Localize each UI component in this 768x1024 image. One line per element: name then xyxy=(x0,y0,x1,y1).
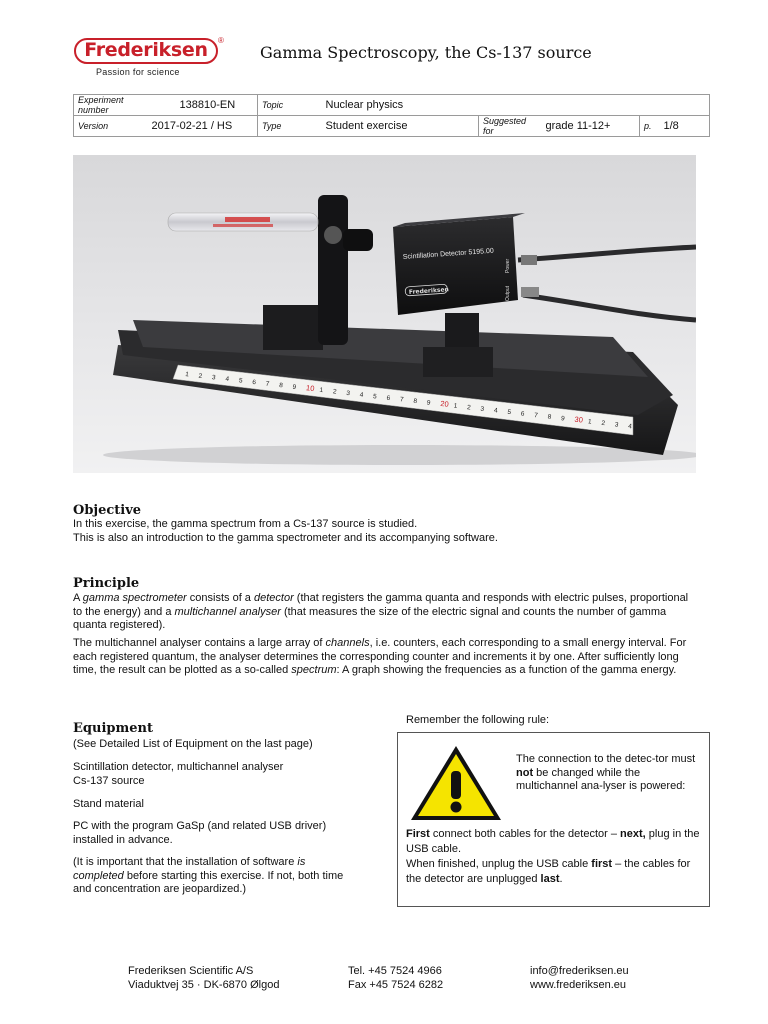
document-title: Gamma Spectroscopy, the Cs-137 source xyxy=(260,43,592,62)
emphasis-first: first xyxy=(591,858,613,870)
ruler-number: 4 xyxy=(225,375,230,384)
text: plug in the USB cable. xyxy=(406,828,700,855)
ruler-number: 5 xyxy=(506,408,512,417)
ruler-number: 8 xyxy=(412,397,418,406)
detector-stand-base xyxy=(423,347,493,377)
text: The multichannel analyser contains a large array of xyxy=(73,637,326,649)
term-detector: detector xyxy=(254,592,294,604)
term-channels: channels xyxy=(325,637,370,649)
equipment-item-stand: Stand material xyxy=(73,798,144,810)
ruler-number: 5 xyxy=(238,377,243,385)
detector-crystal-cap xyxy=(343,229,373,251)
apparatus-illustration xyxy=(73,155,696,473)
scintillation-detector-box xyxy=(393,217,518,315)
ruler-number: 9 xyxy=(560,415,566,423)
version-value: 2017-02-21 / HS xyxy=(152,116,258,137)
emphasis: is completed xyxy=(73,856,306,882)
text: , i.e. counters, each corresponding to a small energy interval. For each registered quantum, the analyser determines the corresponding counter and increments it by one. After sufficiently long time, the result can be plotted as a so-called xyxy=(73,637,687,676)
equipment-note xyxy=(73,856,358,897)
text: When finished, unplug the USB cable xyxy=(406,858,592,870)
emphasis-first: First xyxy=(406,828,430,840)
equipment-see-list: (See Detailed List of Equipment on the last page) xyxy=(73,738,313,750)
ruler-number: 7 xyxy=(533,412,539,420)
text: : A graph showing the frequencies as a function of the gamma energy. xyxy=(336,664,677,676)
ruler-number: 5 xyxy=(372,393,378,401)
objective-line-2: This is also an introduction to the gamma spectrometer and its accompanying software. xyxy=(73,532,498,544)
principle-heading: Principle xyxy=(73,576,140,591)
ruler-number: 2 xyxy=(332,388,337,396)
principle-paragraph-1 xyxy=(73,592,693,633)
warning-text-order xyxy=(406,827,706,887)
ruler-number: 8 xyxy=(278,382,284,390)
source-holder-post xyxy=(318,195,348,345)
experiment-number-label: Experiment number xyxy=(74,95,152,116)
footer-address: Viaduktvej 35 · DK-6870 Ølgod xyxy=(128,979,280,991)
power-port-label: Power xyxy=(505,258,511,273)
text: connect both cables for the detector – xyxy=(429,828,621,840)
ruler-number: 1 xyxy=(318,386,324,395)
ruler-number: 4 xyxy=(627,423,633,431)
text: . xyxy=(559,873,563,885)
ruler-number: 6 xyxy=(251,378,257,387)
detector-label: Scintillation Detector 5195.00 xyxy=(402,247,494,261)
logo-registered-mark: ® xyxy=(218,36,224,45)
ruler-number: 2 xyxy=(600,419,606,428)
ruler-number: 1 xyxy=(184,371,190,379)
ruler-number: 20 xyxy=(439,398,450,409)
warning-box xyxy=(397,732,710,907)
term-spectrum: spectrum xyxy=(291,664,337,676)
ruler-number: 3 xyxy=(345,389,351,398)
type-value: Student exercise xyxy=(322,116,479,137)
version-label: Version xyxy=(74,116,152,137)
topic-value: Nuclear physics xyxy=(322,95,710,116)
ruler-number: 6 xyxy=(386,394,391,402)
experiment-meta-table xyxy=(73,94,710,137)
objective-line-1: In this exercise, the gamma spectrum from a Cs-137 source is studied. xyxy=(73,518,418,530)
term-gamma-spectrometer: gamma spectrometer xyxy=(82,592,187,604)
ruler-number: 6 xyxy=(520,410,525,418)
principle-paragraph-2 xyxy=(73,637,693,678)
rule-label: Remember the following rule: xyxy=(406,714,550,726)
text: (that measures the size of the electric signal and counts the number of gamma quanta registered). xyxy=(73,605,667,631)
ruler-number: 4 xyxy=(359,391,364,399)
meta-row-2 xyxy=(74,116,710,137)
suggested-for-label: Suggested for xyxy=(479,116,542,137)
footer-company-block xyxy=(128,964,279,992)
text: be changed while the multichannel ana-lyser is powered: xyxy=(516,766,686,792)
term-multichannel-analyser: multichannel analyser xyxy=(174,605,281,618)
ruler-number: 8 xyxy=(547,413,552,421)
footer-tel: Tel. +45 7524 4966 xyxy=(348,965,442,977)
text: The connection to the detec-tor must xyxy=(516,753,696,765)
ruler-number: 9 xyxy=(426,399,431,407)
ruler-number: 1 xyxy=(587,418,592,426)
text: A xyxy=(73,592,83,604)
signal-cable xyxy=(523,295,696,320)
text: (It is important that the installation of software xyxy=(73,856,298,868)
ruler-number: 10 xyxy=(305,383,315,394)
ruler-number: 7 xyxy=(399,396,404,404)
text: before starting this exercise. If not, both time and concentration are jeopardized.) xyxy=(73,869,344,895)
ruler-number: 30 xyxy=(574,414,584,425)
warning-icon xyxy=(408,743,504,823)
warning-text-connection xyxy=(516,753,702,794)
frederiksen-logo xyxy=(74,38,224,80)
output-port-label: Output xyxy=(505,285,511,301)
footer-web-link[interactable]: www.frederiksen.eu xyxy=(530,979,626,991)
ruler-number: 7 xyxy=(265,380,270,388)
source-stand-base xyxy=(263,305,323,350)
page-label: p. xyxy=(640,116,660,137)
logo-text: Frederiksen xyxy=(84,39,208,61)
topic-label: Topic xyxy=(258,95,322,116)
ruler-number: 2 xyxy=(466,404,472,412)
equipment-item-detector: Scintillation detector, multichannel analyser xyxy=(73,761,284,773)
footer-email-link[interactable]: info@frederiksen.eu xyxy=(530,965,629,977)
suggested-for-value: grade 11-12+ xyxy=(542,116,640,137)
ruler-number: 9 xyxy=(292,383,297,391)
ruler-number: 3 xyxy=(480,405,485,414)
objective-heading: Objective xyxy=(73,503,142,518)
meta-row-1 xyxy=(74,95,710,116)
equipment-item-source: Cs-137 source xyxy=(73,775,145,787)
power-cable xyxy=(518,247,696,260)
type-label: Type xyxy=(258,116,322,137)
footer-contact-block xyxy=(530,964,629,992)
ruler-number: 4 xyxy=(493,407,498,415)
equipment-heading: Equipment xyxy=(73,721,153,736)
text: (that registers the gamma quanta and responds with electric pulses, proportional to the energy) and a xyxy=(73,592,689,618)
equipment-item-pc: PC with the program GaSp (and related USB driver) installed in advance. xyxy=(73,820,327,846)
logo-tagline: Passion for science xyxy=(96,67,180,77)
ruler-number: 2 xyxy=(198,372,203,380)
text: consists of a xyxy=(186,592,254,604)
ruler-number: 3 xyxy=(614,421,619,429)
detector-brand-label: Frederiksen xyxy=(408,286,450,296)
emphasis-next: next, xyxy=(620,828,646,840)
ruler-number: 1 xyxy=(453,402,458,410)
experiment-number-value: 138810-EN xyxy=(152,95,258,116)
text: – the cables for the detector are unplugged xyxy=(406,858,691,885)
page-value: 1/8 xyxy=(660,116,710,137)
footer-phone-block xyxy=(348,964,443,992)
apparatus-photo xyxy=(73,155,696,473)
footer-company: Frederiksen Scientific A/S xyxy=(128,965,254,977)
emphasis-not: not xyxy=(516,766,534,779)
footer-fax: Fax +45 7524 6282 xyxy=(348,979,444,991)
emphasis-last: last xyxy=(540,873,560,885)
ruler-number: 3 xyxy=(211,374,216,382)
